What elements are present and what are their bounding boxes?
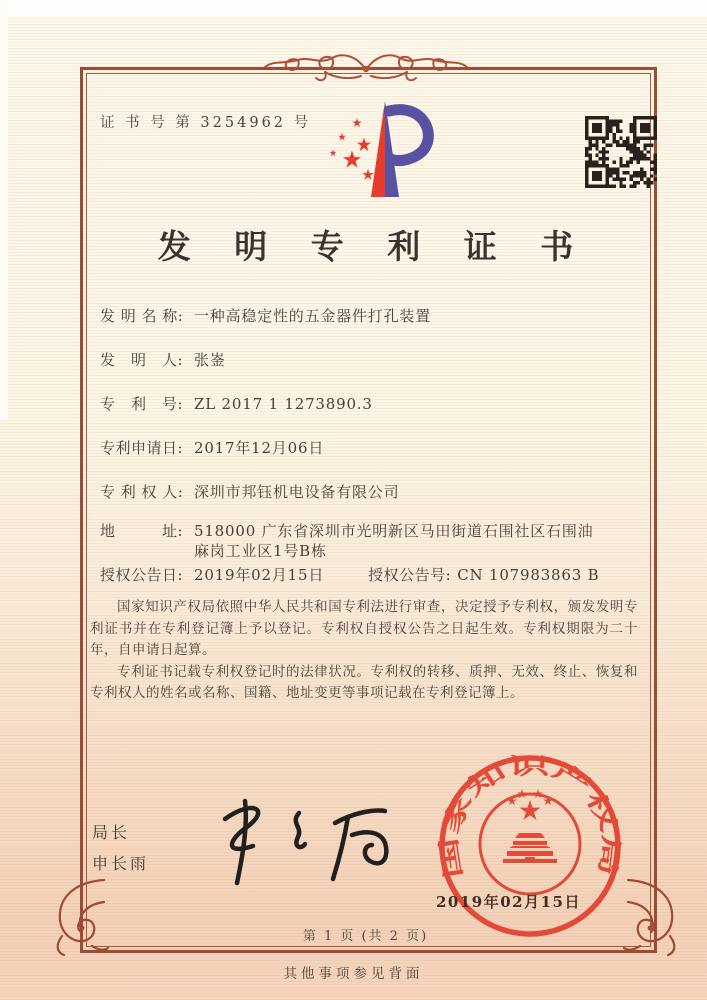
field-label: 发 明 人: xyxy=(100,351,184,369)
field-value: 深圳市邦钰机电设备有限公司 xyxy=(194,483,400,501)
corner-ornament-left-icon xyxy=(48,876,110,958)
scan-edge-left xyxy=(0,0,8,420)
grant-no-label: 授权公告号: xyxy=(368,566,452,584)
signer-name: 申长雨 xyxy=(92,854,150,873)
field-label: 专 利 权 人: xyxy=(100,483,184,501)
seal-date: 2019年02月15日 xyxy=(436,893,581,911)
field-value: 张崟 xyxy=(194,351,226,369)
signer-title: 局长 xyxy=(92,823,131,842)
top-border-ornament-icon xyxy=(251,46,481,92)
field-value: ZL 2017 1 1273890.3 xyxy=(194,395,373,413)
field-value: 2017年12月06日 xyxy=(194,439,325,457)
field-filing-date xyxy=(100,438,324,458)
scan-edge-top xyxy=(0,0,707,16)
field-value: 一种高稳定性的五金器件打孔装置 xyxy=(194,307,432,325)
legal-paragraph-2: 专利证书记载专利权登记时的法律状况。专利权的转移、质押、无效、终止、恢复和专利权人的姓名或名称、国籍、地址变更等事项记载在专利登记簿上。 xyxy=(90,663,638,701)
grant-date-label: 授权公告日: xyxy=(100,566,184,584)
grant-no-value: CN 107983863 B xyxy=(457,566,600,584)
field-inventor xyxy=(100,350,226,370)
certificate-number: 证 书 号 第 3254962 号 xyxy=(100,115,312,131)
field-grant-row xyxy=(100,565,599,585)
back-note: 其他事项参见背面 xyxy=(283,966,424,982)
signer-block xyxy=(92,817,149,879)
legal-paragraph-1: 国家知识产权局依照中华人民共和国专利法进行审查，决定授予专利权，颁发发明专利证书并在专利登记簿上予以登记。专利权自授权公告之日起生效。专利权期限为二十年，自申请日起算。 xyxy=(90,599,638,658)
field-label: 专利申请日: xyxy=(100,439,184,457)
certificate-title: 发 明 专 利 证 书 xyxy=(157,227,590,266)
seal-text: 国家知识产权局 xyxy=(436,753,625,881)
corner-ornament-right-icon xyxy=(622,876,684,958)
field-invention-name xyxy=(100,306,431,326)
field-label: 发 明 名 称: xyxy=(100,307,184,325)
handwritten-signature-icon xyxy=(195,793,407,889)
field-patent-number xyxy=(100,394,373,414)
legal-text xyxy=(90,597,638,705)
grant-date-value: 2019年02月15日 xyxy=(194,566,325,584)
page-info: 第 1 页 (共 2 页) xyxy=(302,929,429,944)
field-address xyxy=(100,521,598,561)
field-label: 地 址: xyxy=(100,522,184,540)
field-patentee xyxy=(100,482,399,502)
national-emblem-seal-icon xyxy=(433,749,627,943)
cnipa-logo-icon xyxy=(322,96,447,208)
field-label: 专 利 号: xyxy=(100,395,184,413)
qr-code-icon xyxy=(585,116,657,188)
field-value: 518000 广东省深圳市光明新区马田街道石围社区石围油麻岗工业区1号B栋 xyxy=(194,522,594,560)
